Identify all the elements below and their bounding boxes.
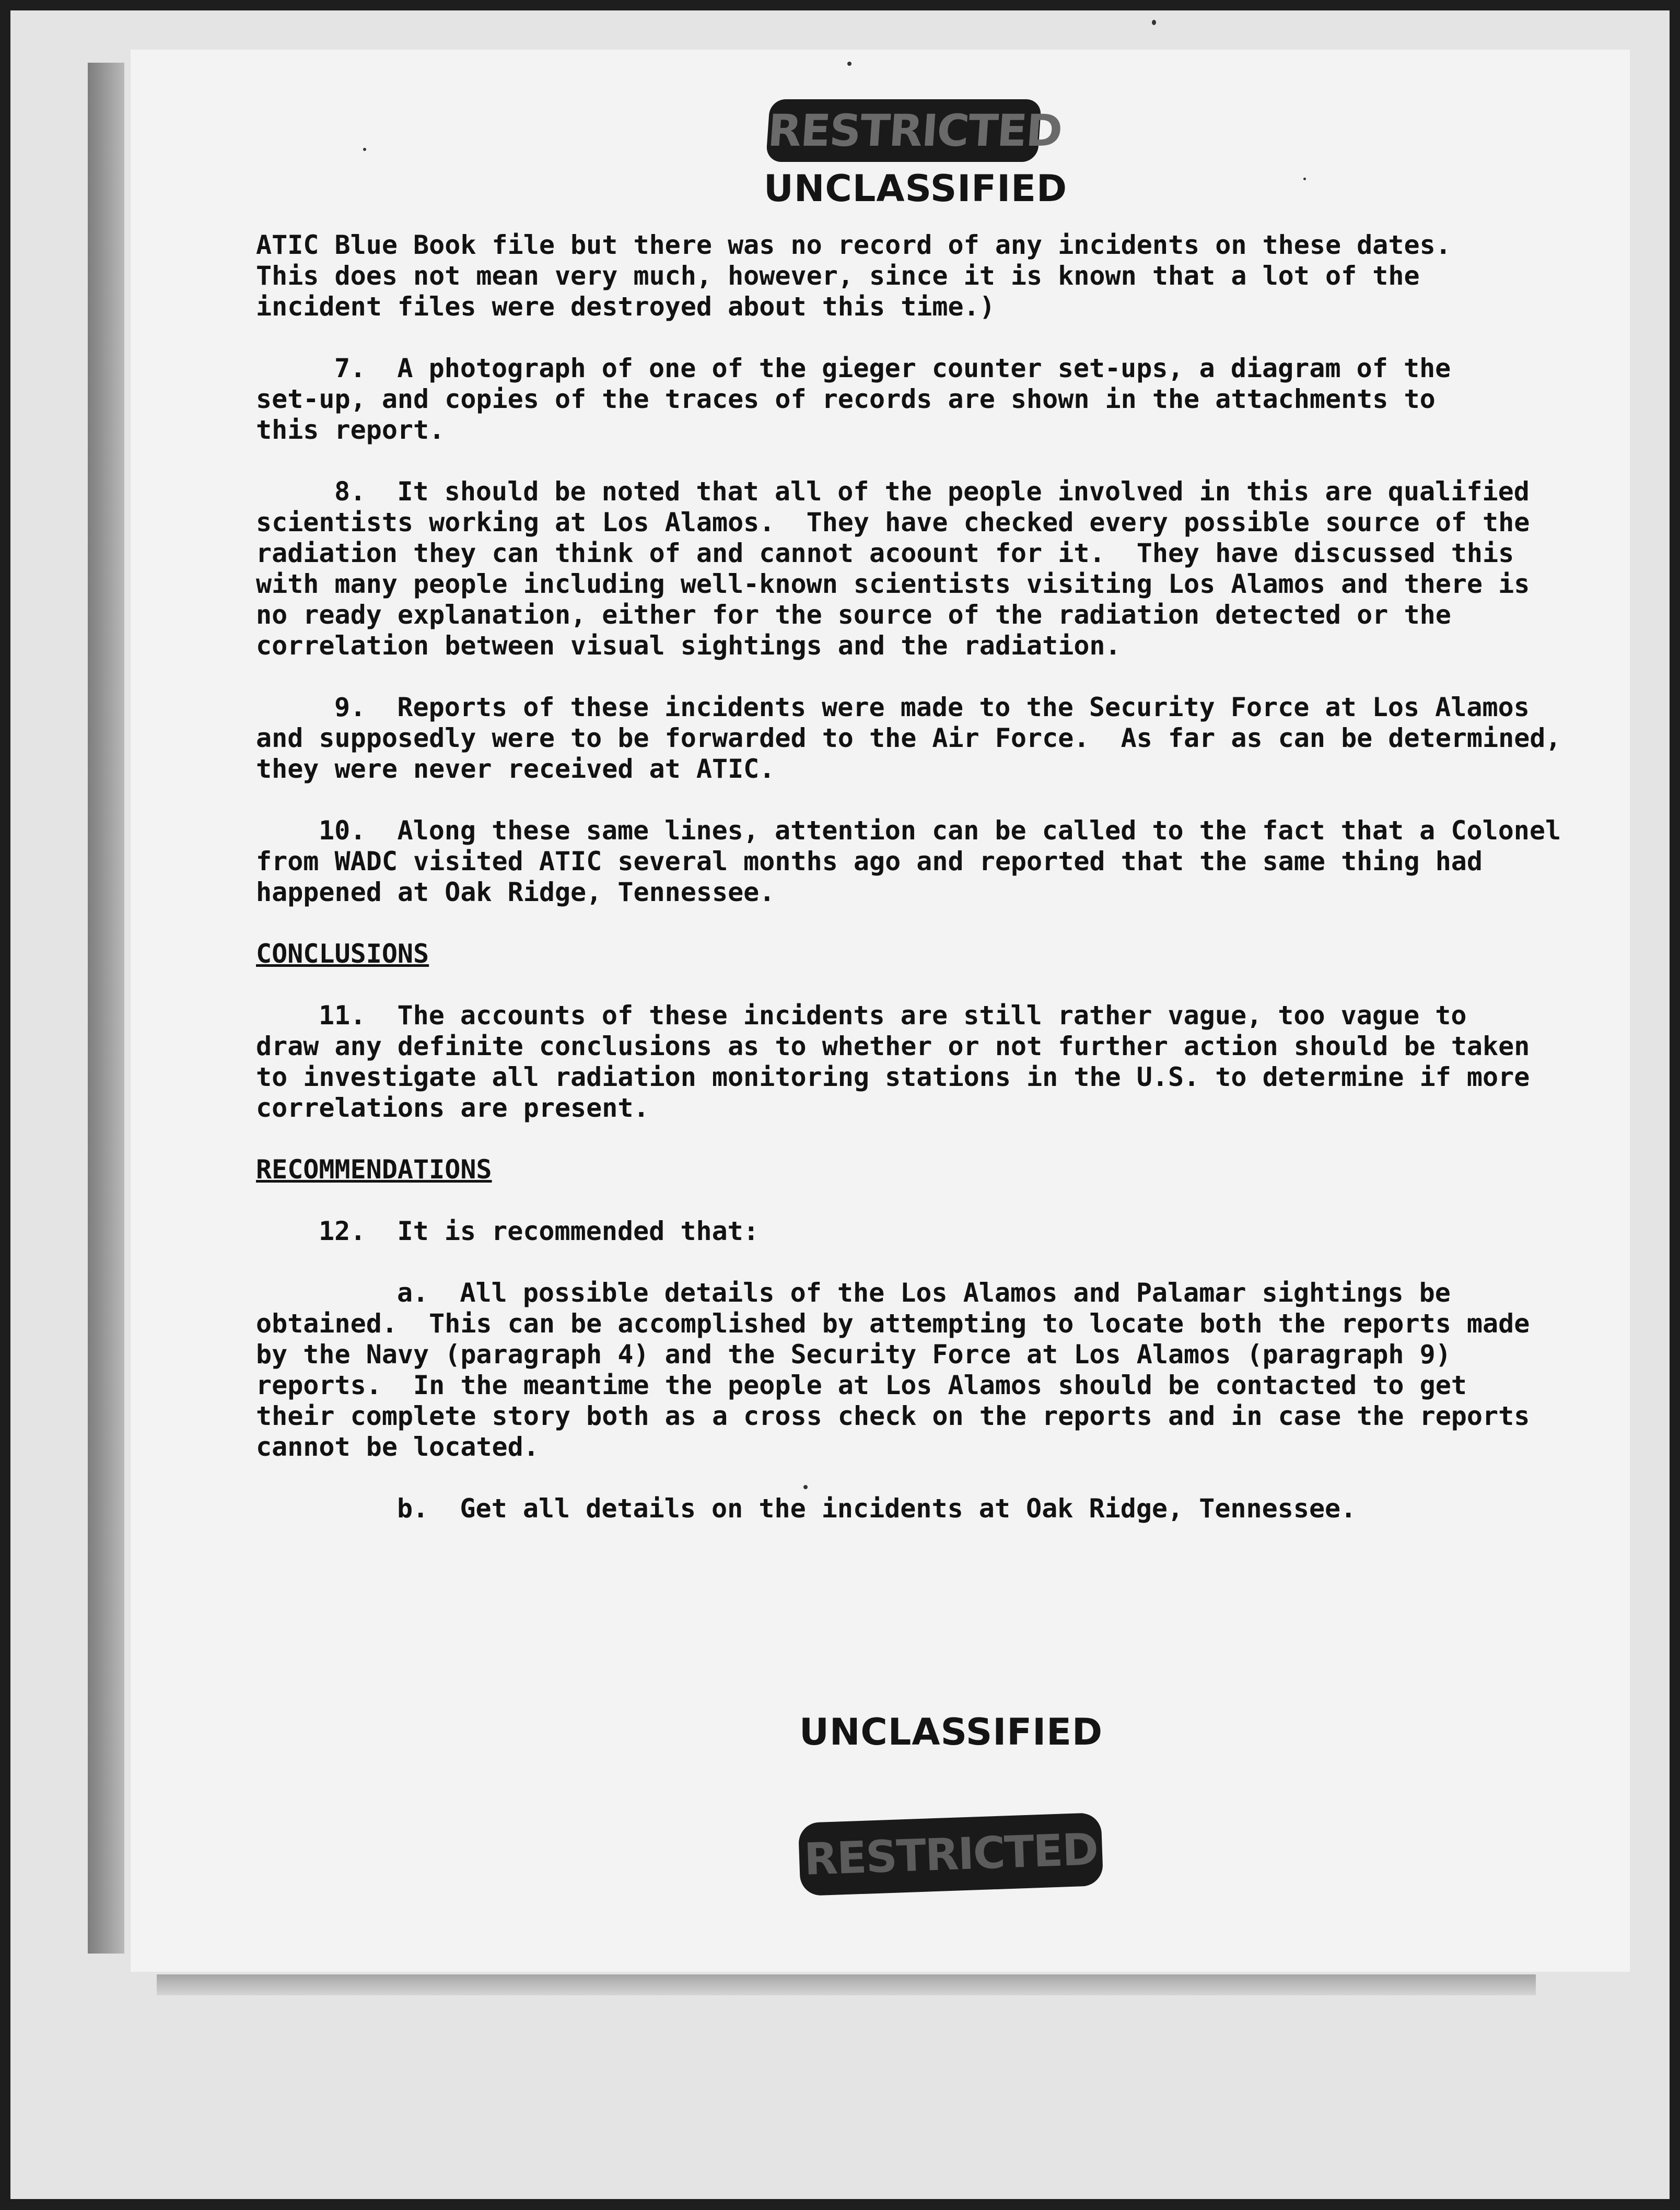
paragraph-12b: b. Get all details on the incidents at Oak Ridge, Tennessee. <box>397 1493 1357 1524</box>
restricted-stamp-top: RESTRICTED <box>766 99 1042 162</box>
scan-speck <box>1303 178 1306 180</box>
paragraph-9: 9. Reports of these incidents were made to the Security Force at Los Alamos and supposedly were to be forwarded to the Air Force. As far as can be determined, they were never received at ATIC. <box>256 692 1561 784</box>
paragraph-8: 8. It should be noted that all of the people involved in this are qualified scientists working at Los Alamos. They have checked every possible source of the radiation they can think of and cannot acoount for it. They have discussed this with many people including well-known scientists visiting Los Alamos and there is no ready explanation, either for the source of the radiation detected or the correlation between visual sightings and the radiation. <box>256 476 1530 661</box>
unclassified-stamp-bottom: UNCLASSIFIED <box>799 1711 1103 1753</box>
paragraph-7: 7. A photograph of one of the gieger counter set-ups, a diagram of the set-up, and copies of the traces of records are shown in the attachments to this report. <box>256 353 1451 445</box>
scan-speck <box>363 148 366 151</box>
paragraph-12: 12. It is recommended that: <box>319 1216 759 1246</box>
restricted-stamp-bottom: RESTRICTED <box>798 1813 1104 1896</box>
scan-speck <box>1152 20 1156 25</box>
page-shadow-bottom <box>157 1974 1536 1995</box>
heading-conclusions: CONCLUSIONS <box>256 939 429 969</box>
heading-recommendations: RECOMMENDATIONS <box>256 1154 492 1185</box>
scan-speck <box>803 1485 808 1489</box>
paragraph-continuation: ATIC Blue Book file but there was no record of any incidents on these dates. This does not mean very much, however, since it is known that a lot of the incident files were destroyed about this time.) <box>256 230 1451 322</box>
document-body <box>256 230 1572 1524</box>
paragraph-11: 11. The accounts of these incidents are still rather vague, too vague to draw any definite conclusions as to whether or not further action should be taken to investigate all radiation monitoring stations in the U.S. to determine if more correlations are present. <box>256 1000 1530 1123</box>
paragraph-12a: a. All possible details of the Los Alamos and Palamar sightings be obtained. This can be accomplished by attempting to locate both the reports made by the Navy (paragraph 4) and the Security Force at Los Alamos (paragraph 9) reports. In the meantime the people at Los Alamos should be contacted to get their complete story both as a cross check on the reports and in case the reports cannot be located. <box>256 1278 1530 1462</box>
unclassified-stamp-top: UNCLASSIFIED <box>764 167 1068 210</box>
paragraph-10: 10. Along these same lines, attention can be called to the fact that a Colonel from WADC visited ATIC several months ago and reported that the same thing had happened at Oak Ridge, Tennessee. <box>256 815 1561 907</box>
page-shadow-left <box>88 63 124 1954</box>
scan-speck <box>847 62 851 66</box>
